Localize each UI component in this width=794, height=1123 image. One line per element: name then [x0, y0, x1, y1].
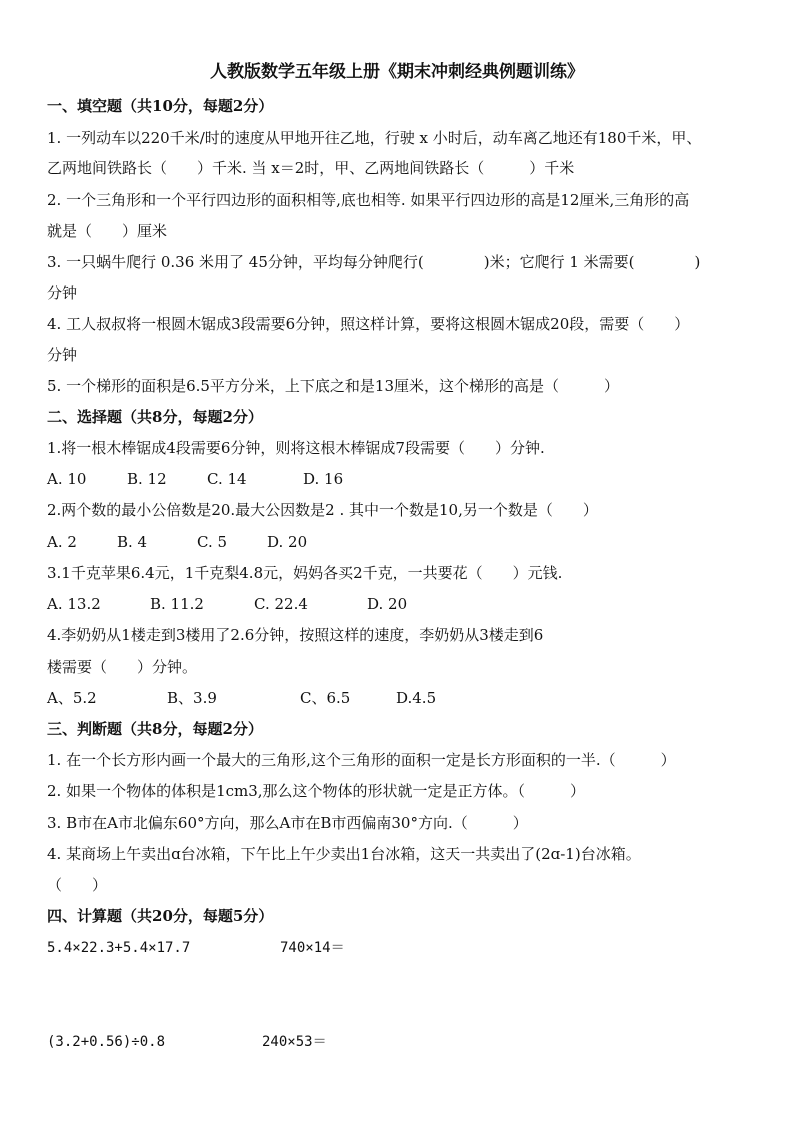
page-title: 人教版数学五年级上册《期末冲刺经典例题训练》	[210, 62, 584, 82]
fill-q2-line1: 2. 一个三角形和一个平行四边形的面积相等,底也相等. 如果平行四边形的高是12厘米,三角形的高	[47, 191, 690, 209]
choice-q1-option-d: D. 16	[303, 470, 344, 488]
choice-q4-option-b: B、3.9	[167, 689, 217, 707]
calc-q3: (3.2+0.56)÷0.8	[47, 1034, 166, 1050]
choice-q1-options	[47, 468, 754, 490]
choice-q4-options	[47, 687, 754, 709]
calc-q1: 5.4×22.3+5.4×17.7	[47, 940, 191, 956]
choice-q2-option-c: C. 5	[197, 533, 228, 551]
choice-q1-option-c: C. 14	[207, 470, 247, 488]
fill-q1-line2: 乙两地间铁路长（ ）千米. 当 x＝2时，甲、乙两地间铁路长（ ）千米	[47, 159, 575, 177]
choice-q4-line2: 楼需要（ ）分钟。	[47, 658, 198, 676]
choice-q4-option-a: A、5.2	[47, 689, 97, 707]
choice-q2-options	[47, 531, 754, 553]
choice-q2-option-a: A. 2	[47, 533, 77, 551]
choice-q1-option-b: B. 12	[127, 470, 167, 488]
calc-q4: 240×53＝	[262, 1034, 327, 1050]
fill-q3-line1: 3. 一只蜗牛爬行 0.36 米用了 45分钟，平均每分钟爬行( )米；它爬行 1 米需要( )	[47, 253, 701, 271]
choice-q3-option-c: C. 22.4	[254, 595, 308, 613]
choice-q3-option-d: D. 20	[367, 595, 408, 613]
choice-q1: 1.将一根木棒锯成4段需要6分钟，则将这根木棒锯成7段需要（ ）分钟.	[47, 439, 545, 457]
fill-q4-line1: 4. 工人叔叔将一根圆木锯成3段需要6分钟，照这样计算，要将这根圆木锯成20段，需要（ ）	[47, 315, 690, 333]
section-choice-heading: 二、选择题（共8分，每题2分）	[47, 408, 263, 426]
choice-q4-option-c: C、6.5	[300, 689, 351, 707]
choice-q2: 2.两个数的最小公倍数是20.最大公因数是2 . 其中一个数是10,另一个数是（ ）	[47, 501, 598, 519]
judge-q4-line1: 4. 某商场上午卖出ɑ台冰箱，下午比上午少卖出1台冰箱，这天一共卖出了(2ɑ-1)台冰箱。	[47, 845, 641, 863]
judge-q2: 2. 如果一个物体的体积是1cm3,那么这个物体的形状就一定是正方体。（ ）	[47, 782, 586, 800]
choice-q3-options	[47, 593, 754, 615]
choice-q3: 3.1千克苹果6.4元，1千克梨4.8元，妈妈各买2千克，一共要花（ ）元钱.	[47, 564, 563, 582]
choice-q2-option-b: B. 4	[117, 533, 148, 551]
fill-q3-line2: 分钟	[47, 284, 78, 302]
judge-q3: 3. B市在A市北偏东60°方向，那么A市在B市西偏南30°方向.（ ）	[47, 814, 528, 832]
judge-q1: 1. 在一个长方形内画一个最大的三角形,这个三角形的面积一定是长方形面积的一半.（ ）	[47, 751, 676, 769]
fill-q4-line2: 分钟	[47, 346, 78, 364]
section-calc-heading: 四、计算题（共20分，每题5分）	[47, 907, 274, 925]
judge-q4-line2: （ ）	[47, 876, 108, 894]
choice-q1-option-a: A. 10	[47, 470, 87, 488]
choice-q4-option-d: D.4.5	[396, 689, 437, 707]
choice-q3-option-a: A. 13.2	[47, 595, 101, 613]
choice-q2-option-d: D. 20	[267, 533, 308, 551]
section-judge-heading: 三、判断题（共8分，每题2分）	[47, 720, 263, 738]
calc-q2: 740×14＝	[280, 940, 345, 956]
section-fill-heading: 一、填空题（共10分，每题2分）	[47, 97, 274, 115]
fill-q2-line2: 就是（ ）厘米	[47, 222, 168, 240]
choice-q4-line1: 4.李奶奶从1楼走到3楼用了2.6分钟，按照这样的速度，李奶奶从3楼走到6	[47, 626, 544, 644]
fill-q5-line1: 5. 一个梯形的面积是6.5平方分米，上下底之和是13厘米，这个梯形的高是（ ）	[47, 377, 620, 395]
fill-q1-line1: 1. 一列动车以220千米/时的速度从甲地开往乙地，行驶 x 小时后，动车离乙地还有180千米，甲、	[47, 129, 702, 147]
choice-q3-option-b: B. 11.2	[150, 595, 204, 613]
